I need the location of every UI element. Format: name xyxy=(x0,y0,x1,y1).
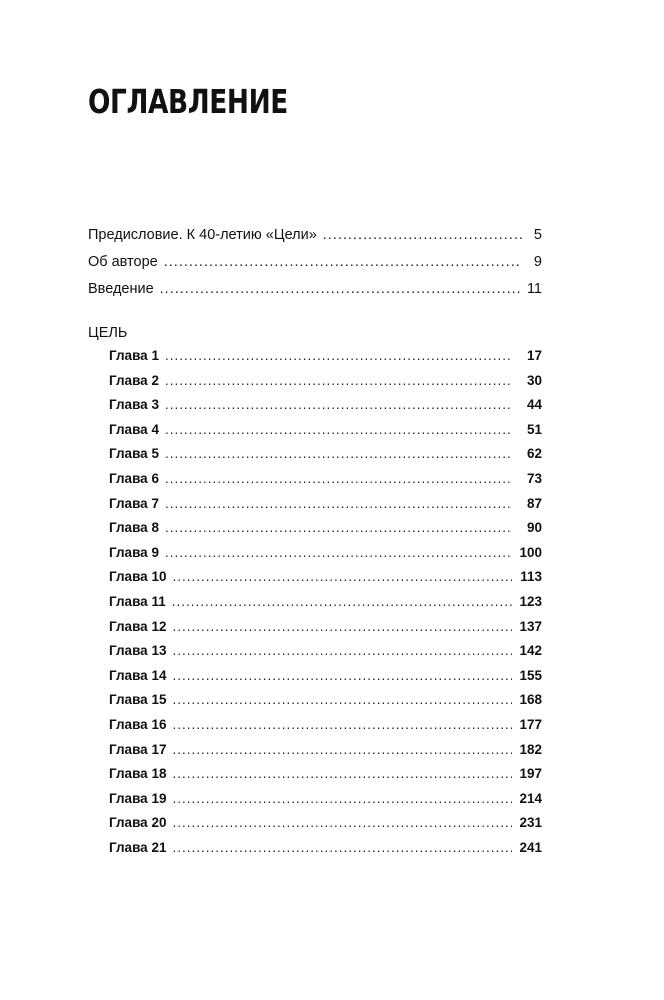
toc-front-entry-1[interactable] xyxy=(88,227,542,254)
toc-entry-label: Глава 19 xyxy=(109,790,167,806)
toc-entry-label: Глава 9 xyxy=(109,544,159,560)
toc-chapter-entry-20[interactable] xyxy=(88,815,542,840)
toc-chapter-entry-5[interactable] xyxy=(88,446,542,471)
toc-entry-page-number: 5 xyxy=(533,227,542,243)
dot-leader xyxy=(172,569,512,584)
toc-entry-label: Глава 7 xyxy=(109,495,159,511)
toc-chapter-entry-2[interactable] xyxy=(88,373,542,398)
toc-entry-label: Глава 16 xyxy=(109,716,167,732)
toc-entry-page-number: 51 xyxy=(526,421,542,437)
dot-leader xyxy=(172,766,512,781)
toc-entry-label: Об авторе xyxy=(88,254,158,270)
toc-entry-page-number: 142 xyxy=(519,643,542,659)
toc-entry-label: Глава 5 xyxy=(109,446,159,462)
toc-chapter-entry-19[interactable] xyxy=(88,791,542,816)
toc-chapter-entry-13[interactable] xyxy=(88,643,542,668)
toc-entry-label: Глава 11 xyxy=(109,593,166,609)
toc-chapter-entry-4[interactable] xyxy=(88,422,542,447)
dot-leader xyxy=(165,471,512,486)
toc-entry-page-number: 62 xyxy=(526,446,542,462)
toc-chapter-entry-8[interactable] xyxy=(88,520,542,545)
dot-leader xyxy=(165,422,512,437)
toc-chapter-entry-21[interactable] xyxy=(88,840,542,865)
toc-entry-label: Введение xyxy=(88,281,154,297)
toc-chapter-entry-12[interactable] xyxy=(88,619,542,644)
toc-front-entry-2[interactable] xyxy=(88,254,542,281)
toc-entry-page-number: 168 xyxy=(519,692,542,708)
toc-entry-page-number: 231 xyxy=(519,815,542,831)
toc-entry-page-number: 11 xyxy=(526,281,542,297)
toc-entry-page-number: 241 xyxy=(519,839,542,855)
toc-entry-label: Глава 18 xyxy=(109,766,167,782)
toc-entry-label: Глава 8 xyxy=(109,520,159,536)
toc-entry-label: Глава 3 xyxy=(109,397,159,413)
toc-entry-page-number: 30 xyxy=(526,372,542,388)
page-title: ОГЛАВЛЕНИЕ xyxy=(88,82,288,121)
dot-leader xyxy=(165,496,512,511)
dot-leader xyxy=(165,520,512,535)
dot-leader xyxy=(172,815,512,830)
toc-entry-page-number: 73 xyxy=(526,470,542,486)
toc-entry-page-number: 17 xyxy=(526,348,542,363)
toc-entry-label: Глава 15 xyxy=(109,692,167,708)
dot-leader xyxy=(323,227,522,243)
toc-entry-page-number: 155 xyxy=(519,667,542,683)
dot-leader xyxy=(165,397,512,412)
dot-leader xyxy=(164,254,522,270)
toc-entry-page-number: 87 xyxy=(526,495,542,511)
dot-leader xyxy=(165,446,512,461)
toc-chapter-entry-11[interactable] xyxy=(88,594,542,619)
toc-entry-label: Глава 2 xyxy=(109,372,159,388)
toc-chapter-entry-17[interactable] xyxy=(88,742,542,767)
section-title: ЦЕЛЬ xyxy=(88,325,128,341)
toc-entry-page-number: 197 xyxy=(519,766,542,782)
toc-chapter-entry-14[interactable] xyxy=(88,668,542,693)
toc-entry-page-number: 177 xyxy=(519,716,542,732)
toc-chapter-entry-10[interactable] xyxy=(88,569,542,594)
toc-entry-label: Глава 10 xyxy=(109,569,167,585)
toc-chapter-entry-9[interactable] xyxy=(88,545,542,570)
toc-entry-label: Глава 21 xyxy=(109,839,167,855)
toc-entry-label: Глава 14 xyxy=(109,667,167,683)
toc-entry-page-number: 100 xyxy=(519,544,542,560)
toc-entry-label: Глава 6 xyxy=(109,470,159,486)
toc-chapter-entry-3[interactable] xyxy=(88,397,542,422)
front-matter-list xyxy=(88,227,542,308)
chapter-list xyxy=(88,348,542,864)
toc-entry-label: Глава 4 xyxy=(109,421,159,437)
toc-entry-label: Глава 12 xyxy=(109,618,167,634)
toc-entry-page-number: 137 xyxy=(519,618,542,634)
toc-chapter-entry-16[interactable] xyxy=(88,717,542,742)
dot-leader xyxy=(172,840,512,855)
toc-front-entry-3[interactable] xyxy=(88,281,542,308)
dot-leader xyxy=(172,668,512,683)
dot-leader xyxy=(172,742,512,757)
toc-entry-page-number: 182 xyxy=(519,741,542,757)
dot-leader xyxy=(165,348,512,363)
toc-entry-page-number: 9 xyxy=(533,254,542,270)
toc-entry-page-number: 44 xyxy=(526,397,542,413)
dot-leader xyxy=(172,717,512,732)
dot-leader xyxy=(165,545,512,560)
toc-entry-page-number: 214 xyxy=(519,790,542,806)
toc-entry-label: Глава 20 xyxy=(109,815,167,831)
dot-leader xyxy=(172,643,512,658)
dot-leader xyxy=(172,692,512,707)
toc-chapter-entry-18[interactable] xyxy=(88,766,542,791)
toc-chapter-entry-6[interactable] xyxy=(88,471,542,496)
toc-chapter-entry-7[interactable] xyxy=(88,496,542,521)
toc-chapter-entry-15[interactable] xyxy=(88,692,542,717)
toc-entry-page-number: 113 xyxy=(520,569,542,585)
toc-entry-page-number: 90 xyxy=(526,520,542,536)
dot-leader xyxy=(172,791,512,806)
toc-entry-page-number: 123 xyxy=(519,593,542,609)
toc-entry-label: Глава 1 xyxy=(109,348,159,363)
dot-leader xyxy=(165,373,512,388)
dot-leader xyxy=(172,594,512,609)
toc-entry-label: Глава 17 xyxy=(109,741,167,757)
toc-entry-label: Предисловие. К 40-летию «Цели» xyxy=(88,227,317,243)
toc-chapter-entry-1[interactable] xyxy=(88,348,542,373)
toc-entry-label: Глава 13 xyxy=(109,643,167,659)
table-of-contents xyxy=(88,227,542,864)
dot-leader xyxy=(160,281,521,297)
dot-leader xyxy=(172,619,512,634)
